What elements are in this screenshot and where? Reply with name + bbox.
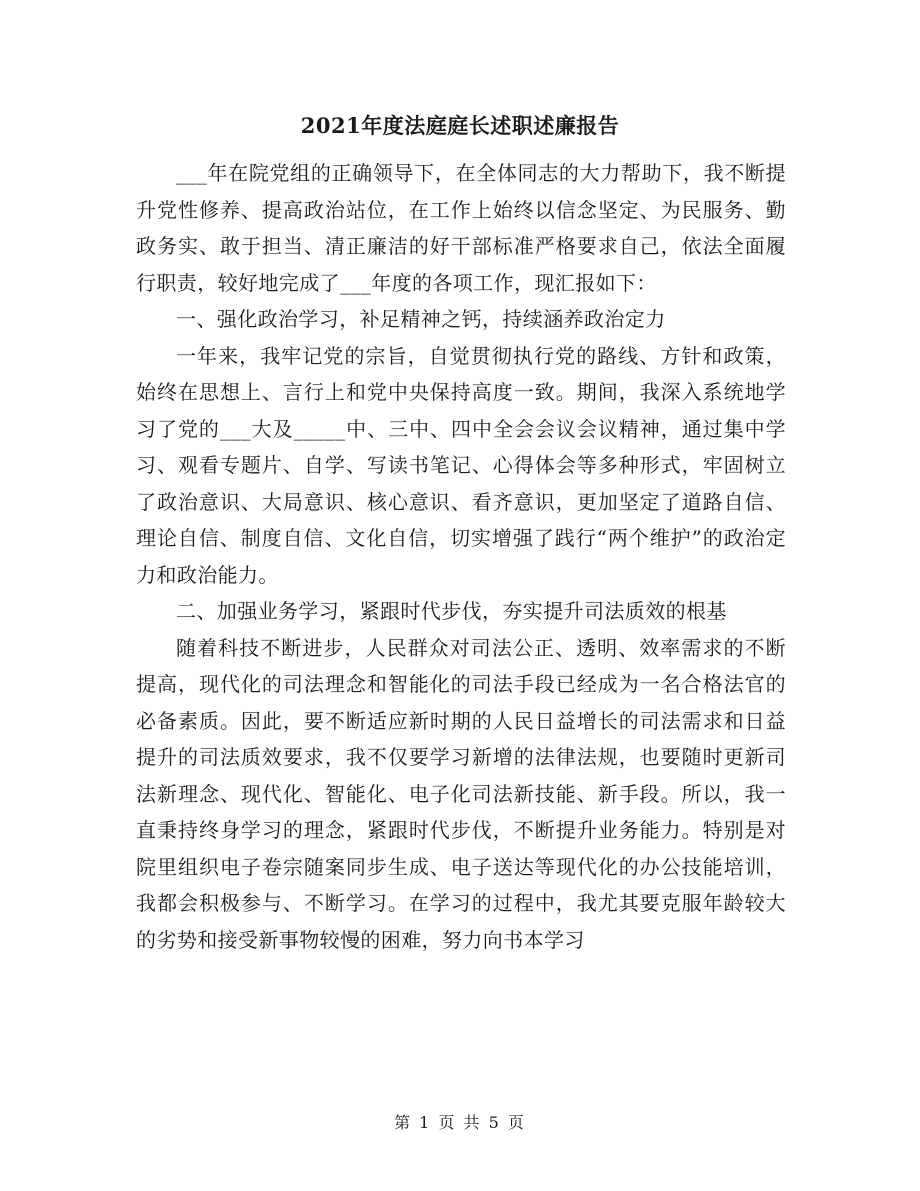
- document-title: 2021年度法庭庭长述职述廉报告: [300, 113, 620, 138]
- intro-paragraph: ___年在院党组的正确领导下，在全体同志的大力帮助下，我不断提升党性修养、提高政治站位，在工作上始终以信念坚定、为民服务、勤政务实、敢于担当、清正廉洁的好干部标准严格要求自己，依法全面履行职责，较好地完成了___年度的各项工作，现汇报如下：: [136, 161, 786, 295]
- page-number-footer: 第 1 页 共 5 页: [394, 1113, 526, 1132]
- section-1-paragraph: 一年来，我牢记党的宗旨，自觉贯彻执行党的路线、方针和政策，始终在思想上、言行上和党中央保持高度一致。期间，我深入系统地学习了党的___大及_____中、三中、四中全会会议会议精神，通过集中学习、观看专题片、自学、写读书笔记、心得体会等多种形式，牢固树立了政治意识、大局意识、核心意识、看齐意识，更加坚定了道路自信、理论自信、制度自信、文化自信，切实增强了践行“两个维护”的政治定力和政治能力。: [136, 343, 786, 587]
- section-heading-2: 二、加强业务学习，紧跟时代步伐，夯实提升司法质效的根基: [176, 599, 727, 623]
- section-heading-1: 一、强化政治学习，补足精神之钙，持续涵养政治定力: [176, 307, 666, 331]
- section-2-paragraph: 随着科技不断进步，人民群众对司法公正、透明、效率需求的不断提高，现代化的司法理念和智能化的司法手段已经成为一名合格法官的必备素质。因此，要不断适应新时期的人民日益增长的司法需求和日益提升的司法质效要求，我不仅要学习新增的法律法规，也要随时更新司法新理念、现代化、智能化、电子化司法新技能、新手段。所以，我一直秉持终身学习的理念，紧跟时代步伐，不断提升业务能力。特别是对院里组织电子卷宗随案同步生成、电子送达等现代化的办公技能培训，我都会积极参与、不断学习。在学习的过程中，我尤其要克服年龄较大的劣势和接受新事物较慢的困难，努力向书本学习: [136, 635, 786, 952]
- document-body: [136, 155, 786, 958]
